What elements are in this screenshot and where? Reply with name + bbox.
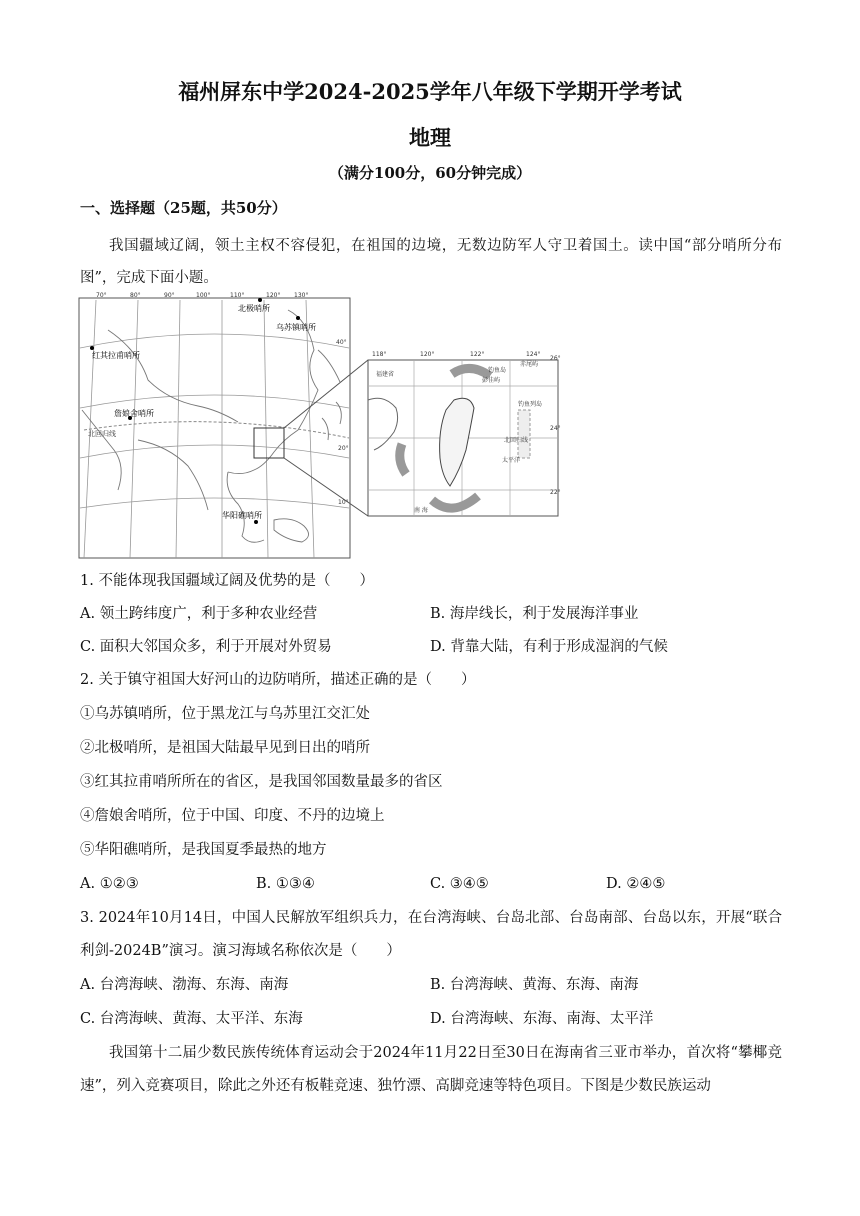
q2-statement-5: ⑤华阳礁哨所，是我国夏季最热的地方 (80, 842, 327, 858)
q2-statement-2: ②北极哨所，是祖国大陆最早见到日出的哨所 (80, 740, 370, 756)
inset-lat-label: 24° (550, 425, 561, 432)
exam-title: 福州屏东中学2024-2025学年八年级下学期开学考试 (178, 79, 682, 104)
q1-stem: 1. 不能体现我国疆域辽阔及优势的是（ ） (80, 573, 374, 589)
inset-place-label: 福建省 (376, 371, 395, 378)
q2-option-c: C. ③④⑤ (430, 876, 489, 892)
outpost-map (78, 290, 564, 562)
inset-lon-label: 124° (526, 351, 541, 358)
inset-place-label: 北回归线 (504, 437, 529, 444)
post-label: 华阳礁哨所 (222, 511, 262, 520)
q3-option-c: C. 台湾海峡、黄海、太平洋、东海 (80, 1011, 303, 1027)
section-heading: 一、选择题（25题，共50分） (80, 199, 287, 217)
q1-option-d: D. 背靠大陆，有利于形成湿润的气候 (430, 639, 668, 655)
q2-statement-3: ③红其拉甫哨所所在的省区，是我国邻国数量最多的省区 (80, 774, 443, 790)
q3-option-a: A. 台湾海峡、渤海、东海、南海 (80, 977, 289, 993)
post-marker (90, 346, 94, 350)
inset-place-label: 钓鱼列岛 (518, 401, 543, 408)
inset-place-label: 钓鱼岛 (488, 367, 507, 374)
lon-label: 70° (96, 292, 107, 299)
lon-label: 90° (164, 292, 175, 299)
inset-place-label: 南 海 (414, 507, 428, 514)
post-label: 北极哨所 (238, 304, 270, 313)
post-label: 詹娘舍哨所 (114, 409, 154, 418)
inset-lon-label: 120° (420, 351, 435, 358)
q3-option-d: D. 台湾海峡、东海、南海、太平洋 (430, 1011, 654, 1027)
passage-paragraph: 我国第十二届少数民族传统体育运动会于2024年11月22日至30日在海南省三亚市举办，首次将“攀椰竞速”，列入竞赛项目，除此之外还有板鞋竞速、独竹漂、高脚竞速等特色项目。下图是少数民族运动 (80, 1045, 782, 1094)
lon-label: 130° (294, 292, 309, 299)
post-marker (296, 316, 300, 320)
q3-stem: 3. 2024年10月14日，中国人民解放军组织兵力，在台湾海峡、台岛北部、台岛南部、台岛以东，开展“联合利剑-2024B”演习。演习海域名称依次是（ ） (80, 910, 782, 959)
q2-statement-1: ①乌苏镇哨所，位于黑龙江与乌苏里江交汇处 (80, 706, 370, 722)
q2-option-d: D. ②④⑤ (606, 876, 666, 892)
inset-place-label: 太平洋 (502, 457, 521, 464)
lat-label: 20° (338, 445, 349, 452)
inset-lon-label: 118° (372, 351, 387, 358)
q2-statement-4: ④詹娘舍哨所，位于中国、印度、不丹的边境上 (80, 808, 385, 824)
q2-stem: 2. 关于镇守祖国大好河山的边防哨所，描述正确的是（ ） (80, 672, 476, 688)
lon-label: 100° (196, 292, 211, 299)
post-label: 红其拉甫哨所 (92, 351, 140, 360)
post-marker (258, 298, 262, 302)
post-marker (254, 520, 258, 524)
lat-label: 40° (336, 339, 347, 346)
lat-label: 10° (338, 499, 349, 506)
q2-option-a: A. ①②③ (80, 876, 139, 892)
intro-paragraph: 我国疆域辽阔，领土主权不容侵犯，在祖国的边境，无数边防军人守卫着国土。读中国“部分哨所分布图”，完成下面小题。 (80, 238, 782, 286)
inset-place-label: 赤尾屿 (520, 361, 539, 368)
inset-lat-label: 26° (550, 355, 561, 362)
subject-title: 地理 (409, 125, 451, 150)
q1-option-a: A. 领土跨纬度广，利于多种农业经营 (80, 606, 318, 622)
q2-option-b: B. ①③④ (256, 876, 315, 892)
q1-option-c: C. 面积大邻国众多，利于开展对外贸易 (80, 639, 332, 655)
q3-option-b: B. 台湾海峡、黄海、东海、南海 (430, 977, 639, 993)
inset-lon-label: 122° (470, 351, 485, 358)
inset-lat-label: 22° (550, 489, 561, 496)
q1-option-b: B. 海岸线长，利于发展海洋事业 (430, 606, 639, 622)
lon-label: 80° (130, 292, 141, 299)
lon-label: 120° (266, 292, 281, 299)
lon-label: 110° (230, 292, 245, 299)
tropic-label: 北回归线 (88, 430, 116, 438)
post-label: 乌苏镇哨所 (276, 323, 316, 332)
score-note: （满分100分，60分钟完成） (328, 164, 532, 182)
inset-place-label: 彭佳屿 (482, 377, 501, 384)
